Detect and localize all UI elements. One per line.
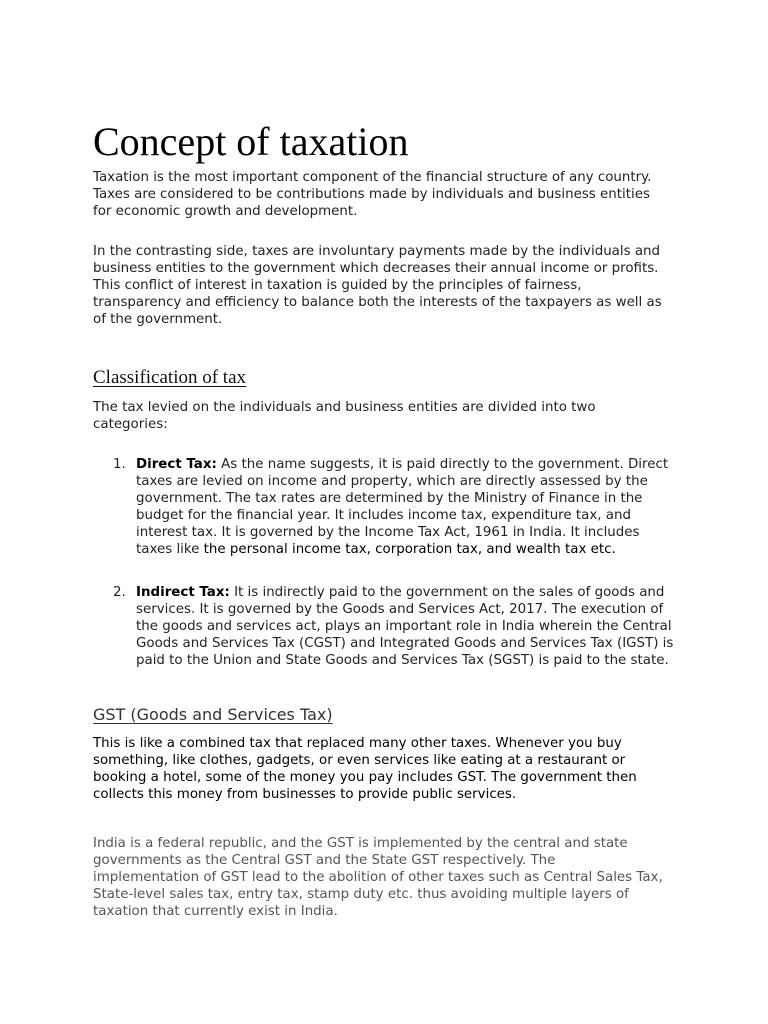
list-number: 1. (113, 457, 126, 472)
classification-lead: The tax levied on the individuals and business entities are divided into two categories: (93, 400, 596, 432)
list-item-body (136, 456, 674, 558)
intro-paragraph-2: In the contrasting side, taxes are involuntary payments made by the individuals and business entities to the government which decreases their annual income or profits. This conflict of interest in taxation is guided by the principles of fairness, transparency and efficiency to balance both the interests of the taxpayers as well as of the government. (93, 244, 662, 327)
list-item-text-tail: the personal income tax, corporation tax, and wealth tax etc. (203, 542, 616, 557)
list-item-term: Indirect Tax: (136, 585, 230, 600)
intro-paragraph-1: Taxation is the most important component of the financial structure of any country. Taxes are considered to be contributions made by individuals and business entities for economic growth and development. (93, 170, 652, 219)
list-item-text: It is indirectly paid to the government on the sales of goods and services. It is governed by the Goods and Services Act, 2017. The execution of the goods and services act, plays an important role in India wherein the Central Goods and Services Tax (CGST) and Integrated Goods and Services Tax (IGST) is paid to the Union and State Goods and Services Tax (SGST) is paid to the state. (136, 585, 674, 668)
gst-paragraph-2: India is a federal republic, and the GST is implemented by the central and state governments as the Central GST and the State GST respectively. The implementation of GST lead to the abolition of other taxes such as Central Sales Tax, State-level sales tax, entry tax, stamp duty etc. thus avoiding multiple layers of taxation that currently exist in India. (93, 836, 663, 919)
classification-heading: Classification of tax (93, 367, 247, 388)
list-item-text: As the name suggests, it is paid directly to the government. Direct taxes are levied on income and property, which are directly assessed by the government. The tax rates are determined by the Ministry of Finance in the budget for the financial year. It includes income tax, expenditure tax, and interest tax. It is governed by the Income Tax Act, 1961 in India. It includes taxes like (136, 457, 669, 557)
gst-paragraph-1: This is like a combined tax that replaced many other taxes. Whenever you buy something, like clothes, gadgets, or even services like eating at a restaurant or booking a hotel, some of the money you pay includes GST. The government then collects this money from businesses to provide public services. (93, 736, 637, 802)
list-number: 2. (113, 585, 126, 600)
gst-heading: GST (Goods and Services Tax) (93, 705, 333, 724)
list-item-body (136, 584, 674, 669)
page-title: Concept of taxation (93, 119, 409, 164)
list-item-term: Direct Tax: (136, 457, 217, 472)
